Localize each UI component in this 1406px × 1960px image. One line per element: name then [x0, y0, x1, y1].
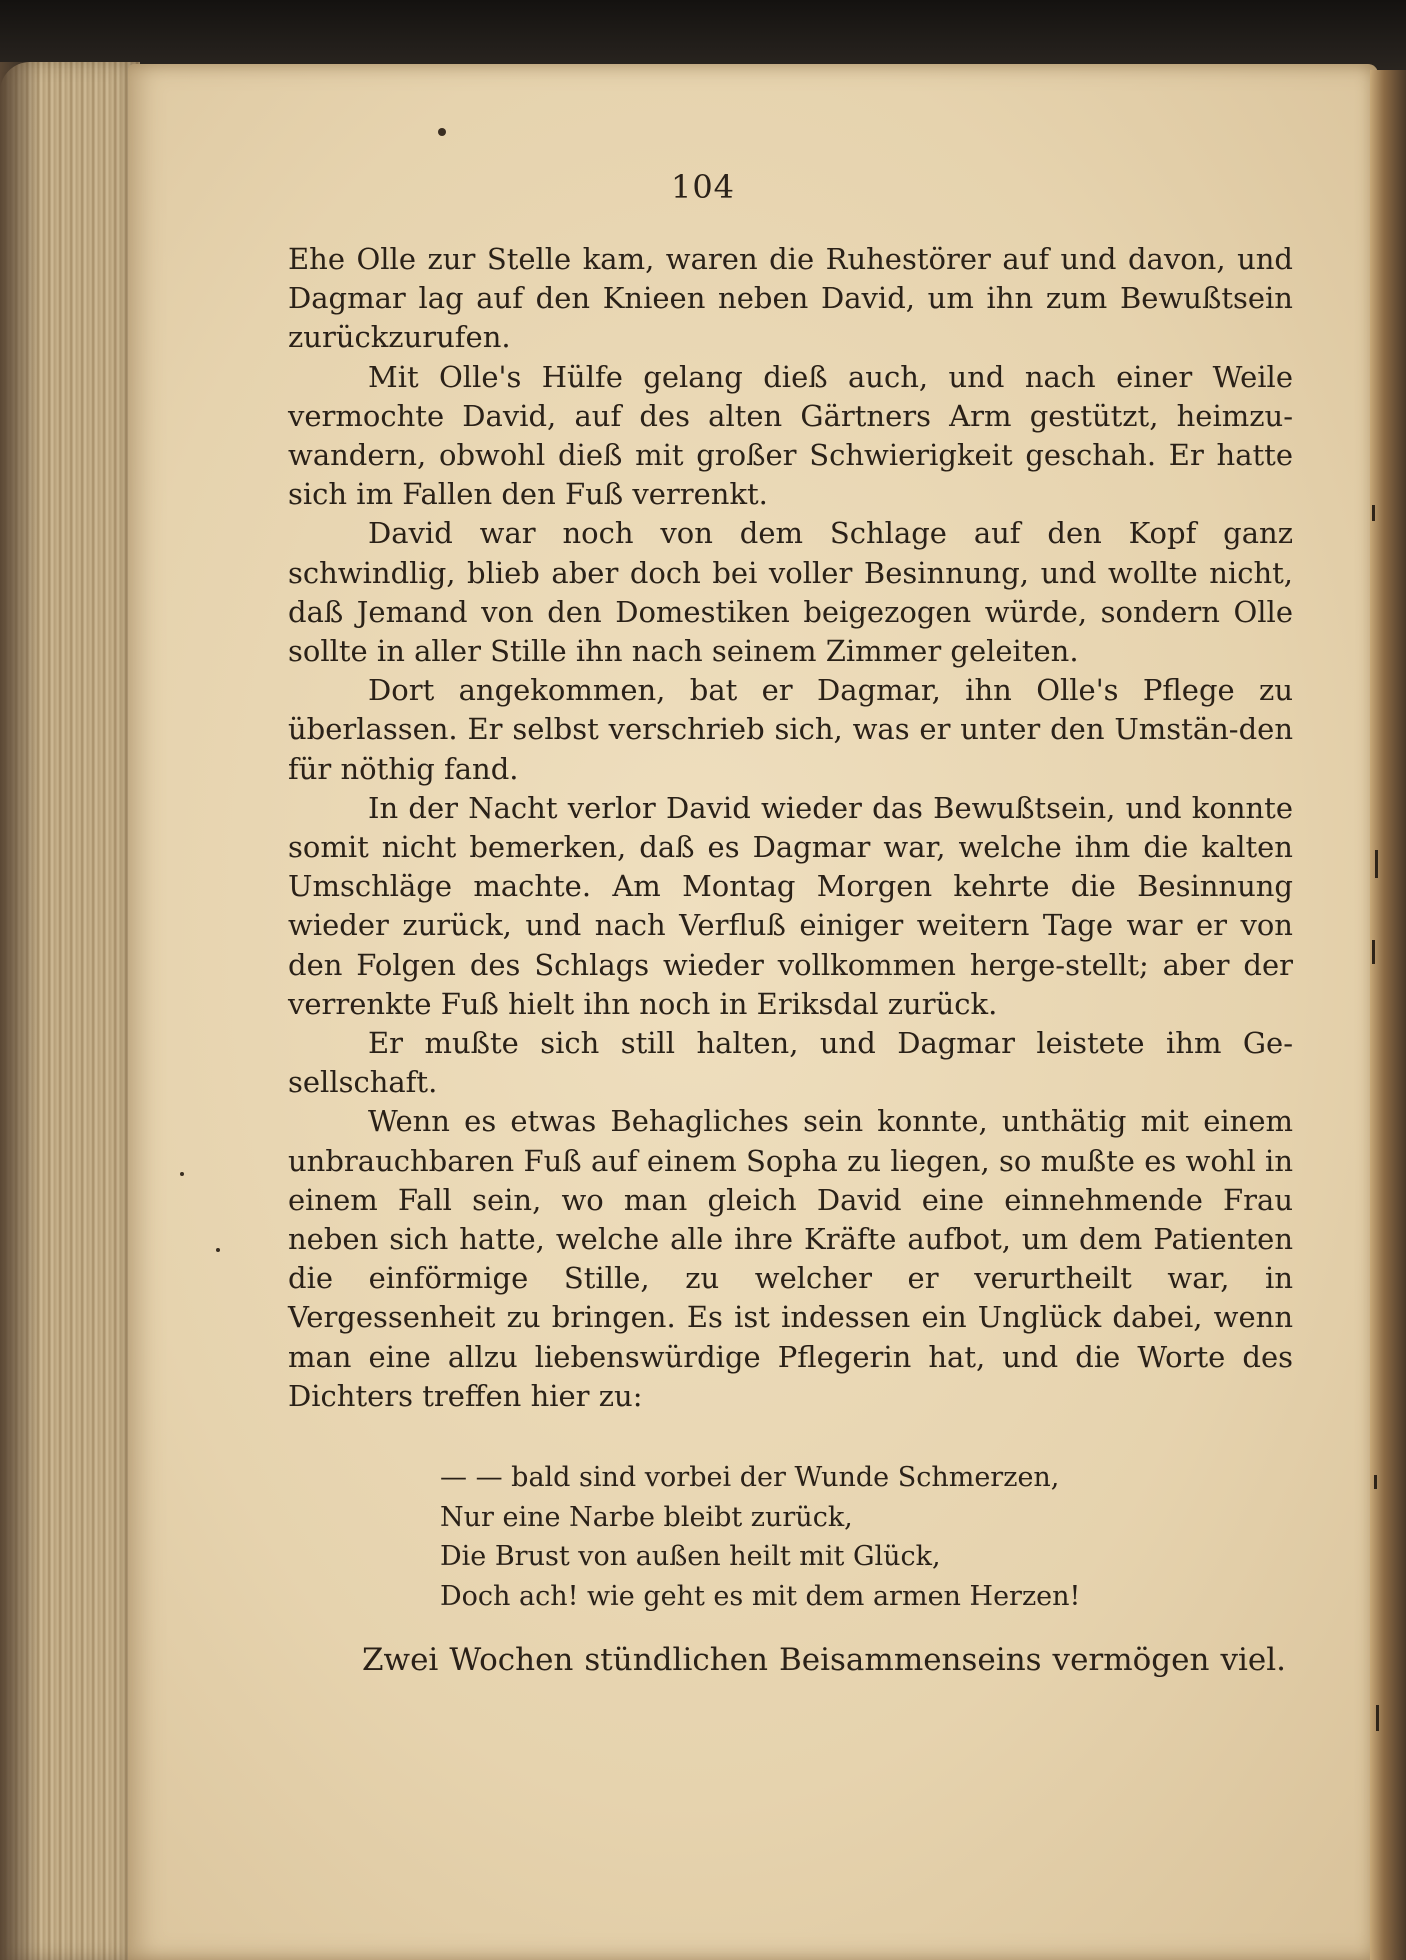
verse-quote: [440, 1458, 1240, 1616]
margin-mark: [1372, 505, 1375, 521]
ink-speck: [216, 1248, 220, 1252]
page-number: 104: [670, 168, 736, 206]
page-stack-edge: [0, 62, 140, 1960]
paragraph: Wenn es etwas Behagliches sein konnte, unthätig mit einem unbrauchbaren Fuß auf einem Sopha zu liegen, so mußte es wohl in einem Fall sein, wo man gleich David eine einnehmende Frau neben sich hatte, welche alle ihre Kräfte aufbot, um dem Patienten die einförmige Stille, zu welcher er verurtheilt war, in Vergessenheit zu bringen. Es ist indessen ein Unglück dabei, wenn man eine allzu liebenswürdige Pflegerin hat, und die Worte des Dichters treffen hier zu:: [288, 1104, 1293, 1413]
ink-speck: [180, 1172, 184, 1176]
verse-line: Nur eine Narbe bleibt zurück,: [440, 1501, 853, 1533]
margin-mark: [1375, 850, 1378, 878]
book-cover-edge: [1370, 70, 1406, 1960]
background-shadow: [0, 0, 1406, 72]
paragraph: David war noch von dem Schlage auf den Kopf ganz schwindlig, blieb aber doch bei voller Besinnung, und wollte nicht, daß Jemand von den Domestiken beigezogen würde, sondern Olle sollte in aller Stille ihn nach seinem Zimmer geleiten.: [288, 516, 1293, 669]
verse-line: Die Brust von außen heilt mit Glück,: [440, 1541, 941, 1572]
verse-line: — — bald sind vorbei der Wunde Schmerzen,: [440, 1462, 1060, 1493]
margin-mark: [1376, 1705, 1379, 1731]
paragraph: Er mußte sich still halten, und Dagmar leistete ihm Ge-sellschaft.: [288, 1026, 1293, 1100]
margin-mark: [1374, 1475, 1377, 1489]
ink-speck: [438, 128, 446, 136]
paragraph: Dort angekommen, bat er Dagmar, ihn Olle's Pflege zu überlassen. Er selbst verschrieb sich, was er unter den Umstän-den für nöthig fand.: [288, 673, 1293, 786]
closing-line: Zwei Wochen stündlichen Beisammenseins vermögen viel.: [362, 1642, 1286, 1678]
paragraph: Mit Olle's Hülfe gelang dieß auch, und nach einer Weile vermochte David, auf des alten Gärtners Arm gestützt, heimzu-wandern, obwohl dieß mit großer Schwierigkeit geschah. Er hatte sich im Fallen den Fuß verrenkt.: [288, 359, 1293, 512]
margin-mark: [1372, 940, 1375, 964]
paragraph: Ehe Olle zur Stelle kam, waren die Ruhestörer auf und davon, und Dagmar lag auf den Knieen neben David, um ihn zum Bewußtsein zurückzurufen.: [288, 242, 1293, 355]
body-text: [288, 240, 1293, 1416]
verse-line: Doch ach! wie geht es mit dem armen Herzen!: [440, 1580, 1081, 1612]
paragraph: In der Nacht verlor David wieder das Bewußtsein, und konnte somit nicht bemerken, daß es Dagmar war, welche ihm die kalten Umschläge machte. Am Montag Morgen kehrte die Besinnung wieder zurück, und nach Verfluß einiger weitern Tage war er von den Folgen des Schlags wieder vollkommen herge-stellt; aber der verrenkte Fuß hielt ihn noch in Eriksdal zurück.: [288, 790, 1293, 1021]
